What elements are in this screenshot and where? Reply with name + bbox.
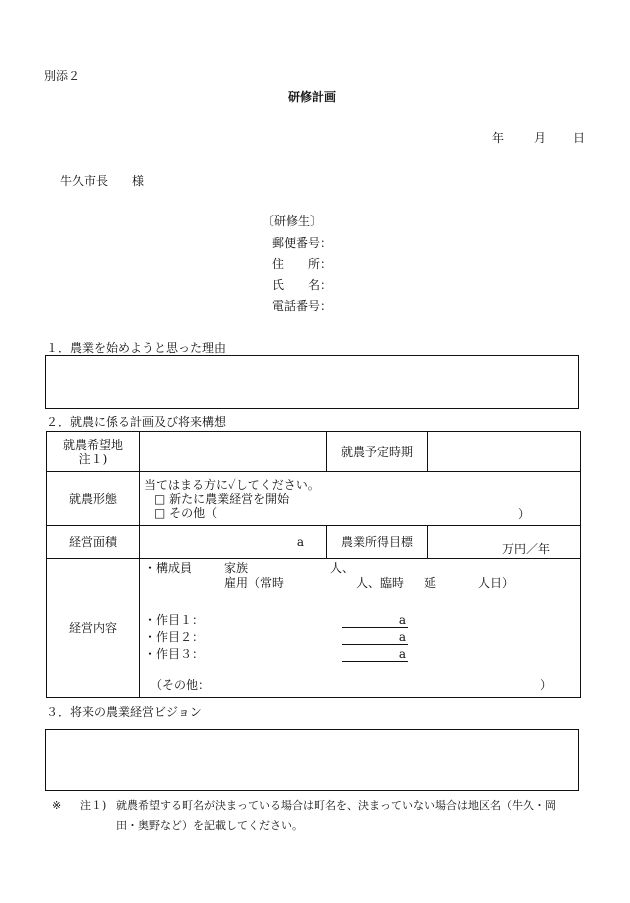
date-year: 年: [492, 131, 505, 145]
start-period-cell[interactable]: [428, 432, 581, 472]
plan-table: [46, 431, 581, 698]
other-close: ）: [539, 678, 552, 692]
area-cell[interactable]: a: [140, 526, 327, 559]
crop-1-area[interactable]: a: [342, 613, 408, 628]
table-row: [47, 472, 581, 526]
note-line-2: 田・奥野など）を記載してください。: [116, 819, 303, 832]
crop-line-3: ・作目３： a: [144, 647, 406, 661]
reason-input-box[interactable]: [45, 355, 579, 409]
crop-line-1: ・作目１： a: [144, 613, 406, 627]
field-address: 住 所：: [272, 257, 333, 271]
farm-location-cell[interactable]: [140, 432, 327, 472]
vision-input-box[interactable]: [45, 729, 579, 791]
income-target-cell[interactable]: 万円／年: [428, 526, 581, 559]
option-new-farming[interactable]: □ 新たに農業経営を開始: [154, 491, 290, 506]
option-other[interactable]: □ その他（: [154, 505, 218, 520]
employment-line: 雇用（常時 人、臨時 延 人日）: [224, 576, 515, 590]
section3-heading: ３．将来の農業経営ビジョン: [46, 705, 202, 719]
check-instruction: 当てはまる方に✓してください。: [144, 477, 320, 492]
farming-form-cell: [140, 472, 581, 526]
other-line: （その他：: [150, 678, 211, 692]
field-postal: 郵便番号：: [272, 236, 333, 250]
note-mark: ※: [52, 799, 62, 812]
field-name: 氏 名：: [272, 278, 333, 292]
table-row: [47, 526, 581, 559]
business-content-cell: [140, 559, 581, 698]
section2-heading: ２．就農に係る計画及び将来構想: [46, 415, 227, 429]
field-phone: 電話番号：: [272, 299, 333, 313]
farming-form-label: 就農形態: [47, 472, 140, 526]
farm-location-label: 就農希望地 注１): [47, 432, 140, 472]
income-target-label: 農業所得目標: [327, 526, 428, 559]
date-month: 月: [534, 131, 547, 145]
start-period-label: 就農予定時期: [327, 432, 428, 472]
table-row: [47, 559, 581, 698]
members-line: ・構成員 家族 人、: [144, 561, 355, 575]
crop-3-area[interactable]: a: [342, 647, 408, 662]
crop-2-area[interactable]: a: [342, 630, 408, 645]
attachment-label: 別添２: [44, 69, 81, 83]
section1-heading: １．農業を始めようと思った理由: [46, 341, 227, 355]
table-row: [47, 432, 581, 472]
note-label: 注１): [80, 799, 107, 812]
trainee-heading: 〔研修生〕: [262, 214, 323, 228]
area-label: 経営面積: [47, 526, 140, 559]
page-title: 研修計画: [288, 90, 337, 104]
date-day: 日: [573, 131, 586, 145]
crop-line-2: ・作目２： a: [144, 630, 406, 644]
option-other-close: ）: [517, 507, 530, 521]
business-content-label: 経営内容: [47, 559, 140, 698]
note-line-1: 就農希望する町名が決まっている場合は町名を、決まっていない場合は地区名（牛久・岡: [116, 799, 556, 812]
addressee: 牛久市長 様: [60, 174, 145, 188]
